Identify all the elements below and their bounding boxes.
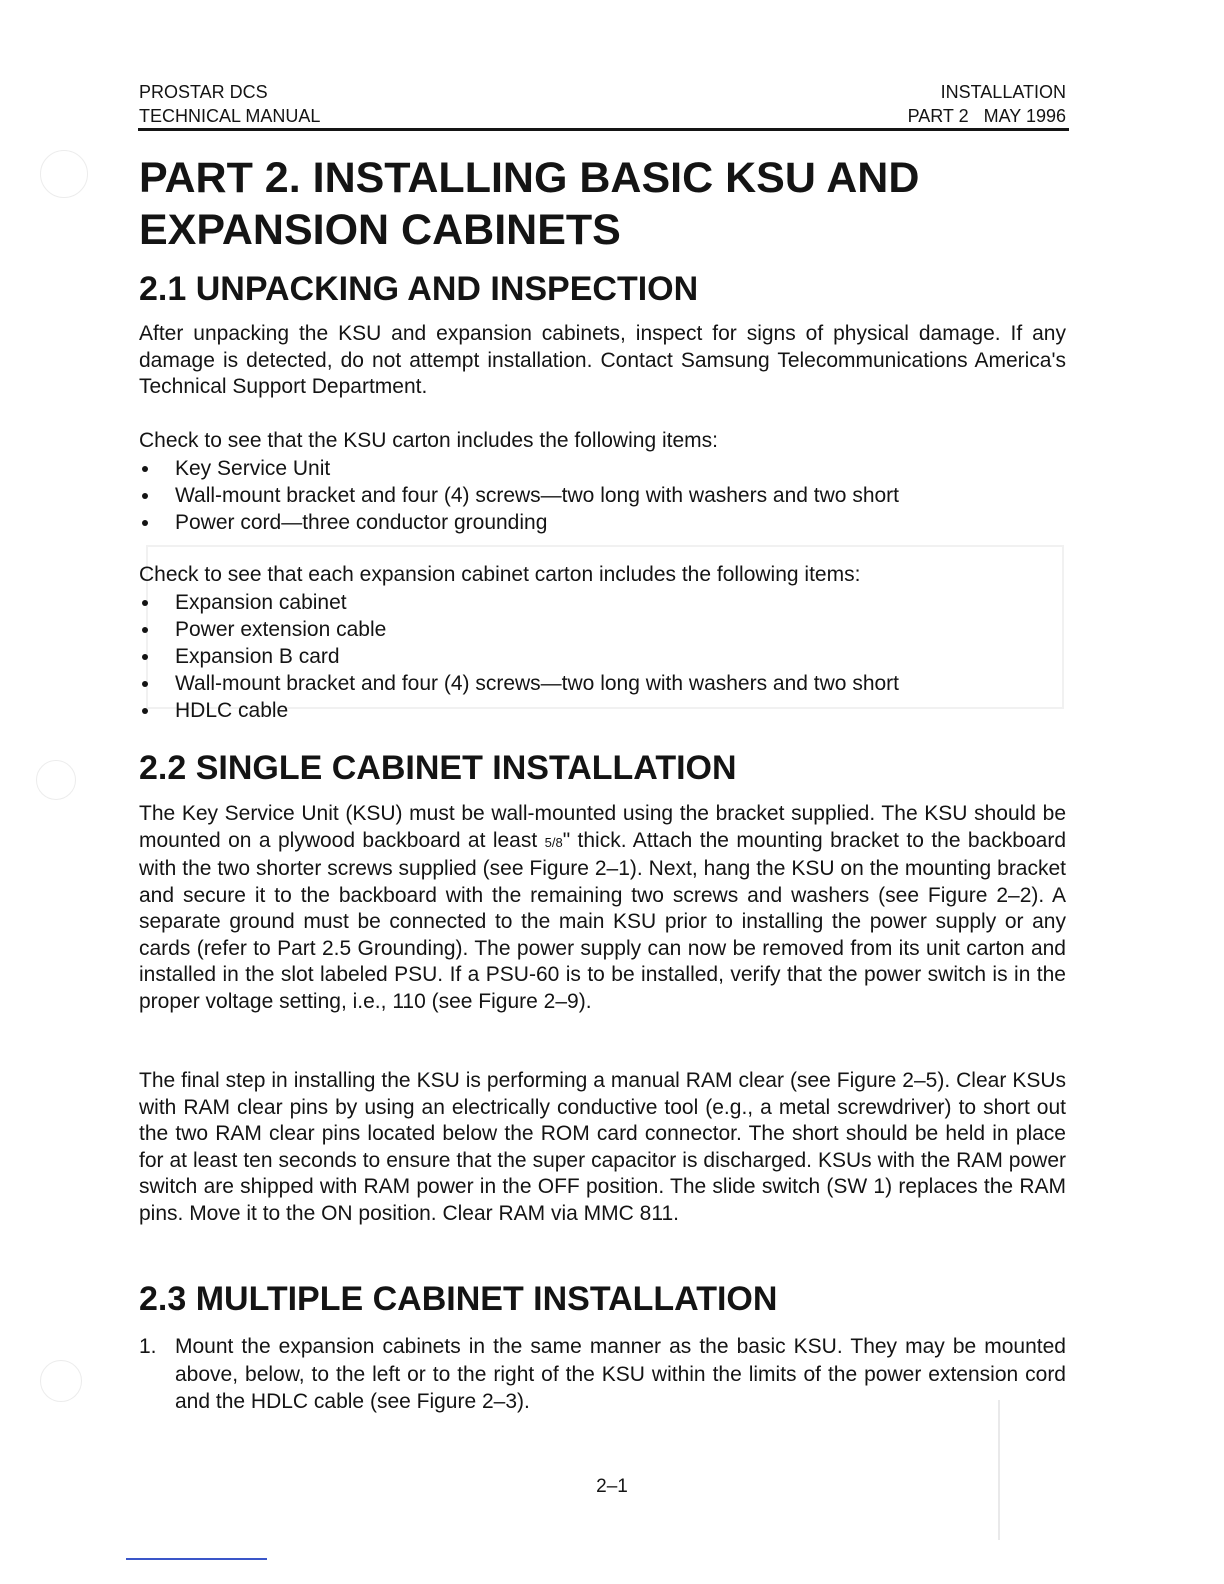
header-product: PROSTAR DCS bbox=[139, 82, 268, 102]
list-item bbox=[139, 1333, 1066, 1416]
bullet-icon bbox=[142, 493, 148, 499]
step-text: Mount the expansion cabinets in the same manner as the basic KSU. They may be mounted above, below, to the left or to the right of the KSU within the limits of the power extension cord and the HDLC cable (see Figure 2–3). bbox=[175, 1335, 1066, 1413]
list-item: Expansion cabinet bbox=[139, 589, 1066, 616]
running-header-left bbox=[139, 80, 320, 128]
expansion-checklist-intro: Check to see that each expansion cabinet carton includes the following items: bbox=[139, 563, 861, 586]
bullet-icon bbox=[142, 654, 148, 660]
bullet-icon bbox=[142, 520, 148, 526]
header-manual: TECHNICAL MANUAL bbox=[139, 106, 321, 126]
section-heading-2-2: 2.2 SINGLE CABINET INSTALLATION bbox=[139, 749, 737, 787]
ksu-checklist bbox=[139, 455, 1066, 536]
list-item: Wall-mount bracket and four (4) screws—two long with washers and two short bbox=[139, 482, 1066, 509]
header-rule bbox=[138, 128, 1069, 131]
list-item: Expansion B card bbox=[139, 643, 1066, 670]
fraction-five-eighths: 5/8 bbox=[544, 834, 563, 850]
multiple-cabinet-steps bbox=[139, 1333, 1066, 1416]
punch-hole-shadow bbox=[40, 1360, 82, 1402]
section-heading-2-3: 2.3 MULTIPLE CABINET INSTALLATION bbox=[139, 1280, 778, 1318]
bullet-icon bbox=[142, 466, 148, 472]
step-number: 1. bbox=[139, 1335, 157, 1358]
scan-mark bbox=[998, 1400, 1000, 1540]
header-chapter: INSTALLATION bbox=[940, 82, 1066, 102]
header-part-date: PART 2 MAY 1996 bbox=[907, 106, 1066, 126]
list-item: HDLC cable bbox=[139, 697, 1066, 724]
page-title: PART 2. INSTALLING BASIC KSU AND EXPANSION CABINETS bbox=[139, 154, 920, 254]
bullet-icon bbox=[142, 681, 148, 687]
list-item: Power extension cable bbox=[139, 616, 1066, 643]
running-header-right bbox=[908, 80, 1066, 128]
list-item: Key Service Unit bbox=[139, 455, 1066, 482]
bullet-icon bbox=[142, 600, 148, 606]
paragraph-unpacking: After unpacking the KSU and expansion cabinets, inspect for signs of physical damage. If any damage is detected, do not attempt installation. Contact Samsung Telecommunications America's Technical Support Department. bbox=[139, 322, 1066, 398]
list-item: Power cord—three conductor grounding bbox=[139, 509, 1066, 536]
paragraph-single-cabinet: The Key Service Unit (KSU) must be wall-mounted using the bracket supplied. The KSU should be mounted on a plywood backboard at least 5/8" thick. Attach the mounting bracket to the backboard with the two shorter screws supplied (see Figure 2–1). Next, hang the KSU on the mounting bracket and secure it to the backboard with the remaining two screws and washers (see Figure 2–2). A separate ground must be connected to the main KSU prior to installing the power supply or any cards (refer to Part 2.5 Grounding). The power supply can now be removed from its unit carton and installed in the slot labeled PSU. If a PSU-60 is to be installed, verify that the power switch is in the proper voltage setting, i.e., 110 (see Figure 2–9). bbox=[139, 802, 1067, 1013]
ksu-checklist-intro: Check to see that the KSU carton includes the following items: bbox=[139, 429, 718, 452]
punch-hole-shadow bbox=[40, 150, 88, 198]
list-item: Wall-mount bracket and four (4) screws—two long with washers and two short bbox=[139, 670, 1066, 697]
page-number: 2–1 bbox=[596, 1476, 628, 1497]
section-heading-2-1: 2.1 UNPACKING AND INSPECTION bbox=[139, 270, 699, 308]
scan-mark bbox=[126, 1558, 267, 1560]
expansion-checklist bbox=[139, 589, 1066, 724]
bullet-icon bbox=[142, 627, 148, 633]
punch-hole-shadow bbox=[36, 760, 76, 800]
paragraph-ram-clear: The final step in installing the KSU is performing a manual RAM clear (see Figure 2–5). Clear KSUs with RAM clear pins by using an electrically conductive tool (e.g., a metal screwdriver) to short out the two RAM clear pins located below the ROM card connector. The short should be held in place for at least ten seconds to ensure that the super capacitor is discharged. KSUs with the RAM power switch are shipped with RAM power in the OFF position. The slide switch (SW 1) replaces the RAM pins. Move it to the ON position. Clear RAM via MMC 811. bbox=[139, 1069, 1066, 1225]
bullet-icon bbox=[142, 708, 148, 714]
